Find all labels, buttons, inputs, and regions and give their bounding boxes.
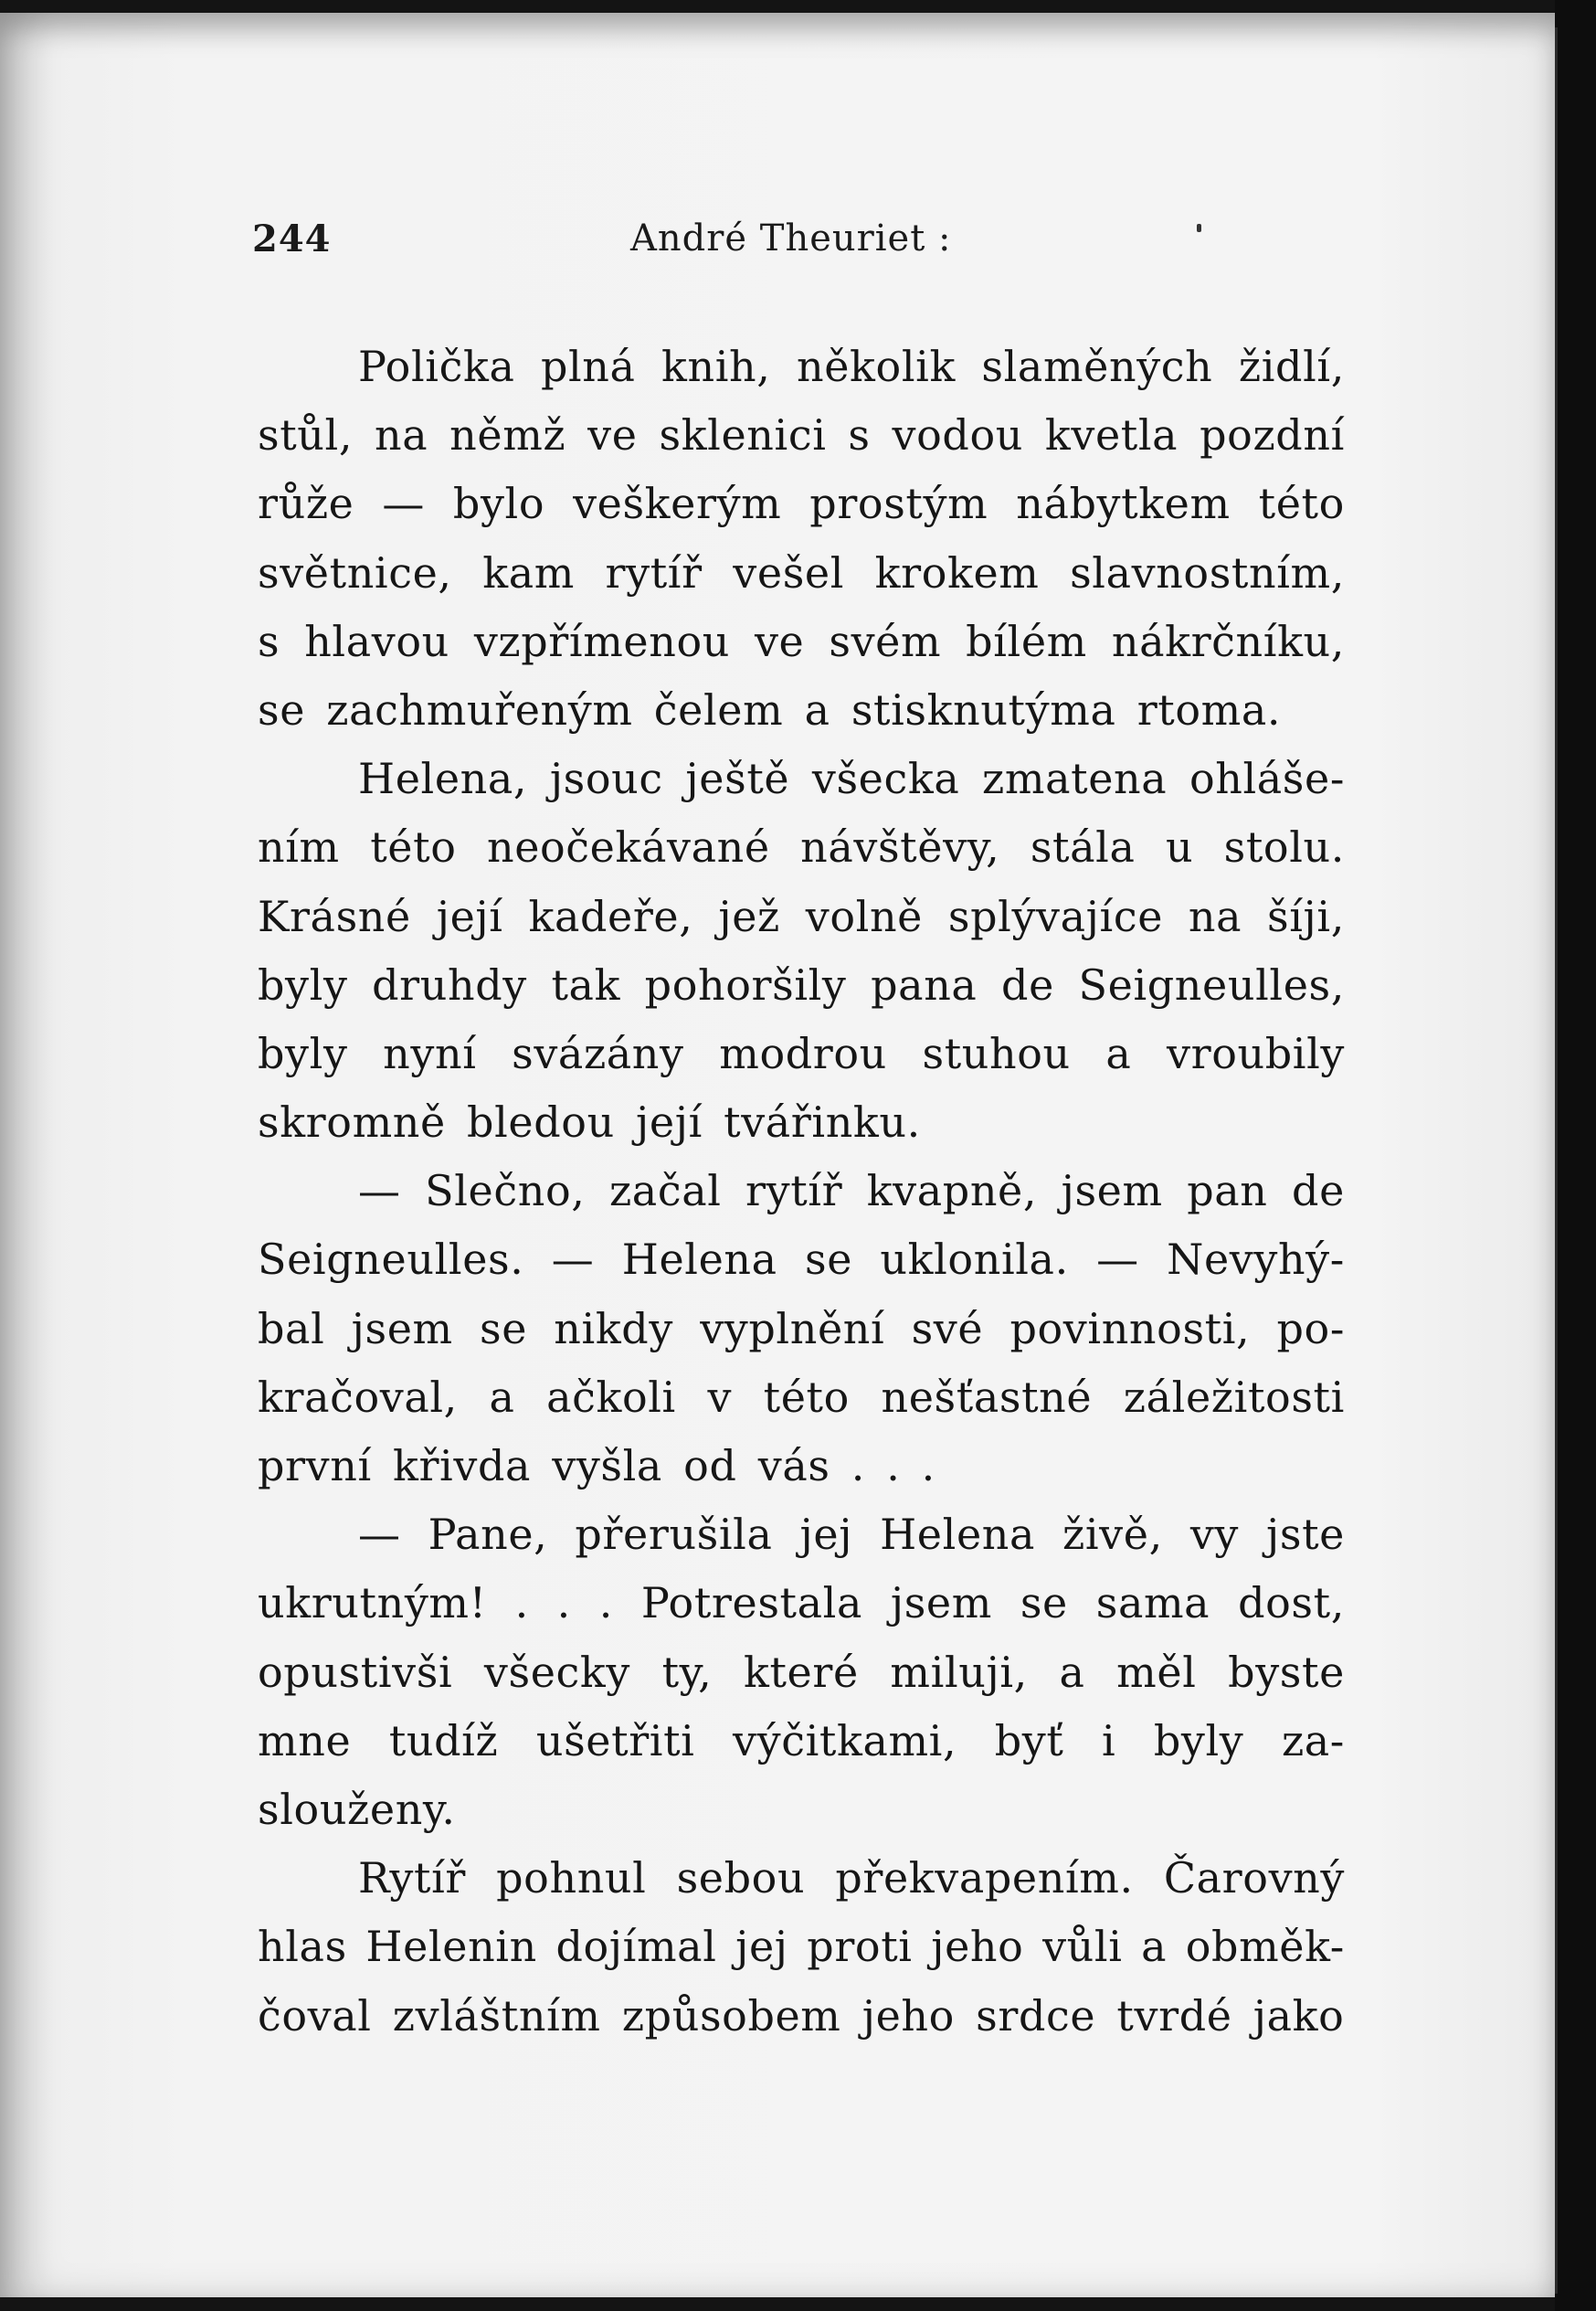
paragraph	[258, 333, 1345, 745]
text-line: bal jsem se nikdy vyplnění své povinnosti, po-	[258, 1303, 1345, 1353]
text-line: kračoval, a ačkoli v této nešťastné záležitosti	[258, 1372, 1345, 1422]
text-line: čoval zvláštním způsobem jeho srdce tvrdé jako	[258, 1990, 1345, 2041]
scan-right-margin	[1555, 0, 1596, 2311]
text-line: ním této neočekávané návštěvy, stála u stolu.	[258, 822, 1345, 873]
text-line: skromně bledou její tvářinku.	[258, 1097, 921, 1148]
body-text	[258, 333, 1345, 2051]
text-line: byly nyní svázány modrou stuhou a vroubily	[258, 1028, 1345, 1078]
running-head: André Theuriet :	[630, 217, 952, 260]
text-line: hlas Helenin dojímal jej proti jeho vůli a obměk-	[258, 1922, 1345, 1972]
text-line: Helena, jsouc ještě všecka zmatena ohláše-	[358, 754, 1345, 804]
text-line: světnice, kam rytíř vešel krokem slavnostním,	[258, 547, 1345, 598]
text-line: byly druhdy tak pohoršily pana de Seigneulles,	[258, 959, 1345, 1010]
paragraph	[258, 745, 1345, 1157]
text-line: Rytíř pohnul sebou překvapením. Čarovný	[358, 1853, 1345, 1903]
paragraph	[258, 1157, 1345, 1500]
text-line: s hlavou vzpřímenou ve svém bílém nákrčníku,	[258, 616, 1345, 666]
text-line: první křivda vyšla od vás . . .	[258, 1441, 935, 1490]
text-line: ukrutným! . . . Potrestala jsem se sama dost,	[258, 1578, 1345, 1628]
page-edge	[1555, 27, 1558, 2294]
paragraph	[258, 1844, 1345, 2051]
text-line: — Pane, přerušila jej Helena živě, vy jste	[358, 1510, 1345, 1560]
page-number: 244	[252, 217, 332, 260]
text-line: — Slečno, začal rytíř kvapně, jsem pan de	[358, 1166, 1345, 1216]
paragraph	[258, 1500, 1345, 1844]
text-line: stůl, na němž ve sklenici s vodou kvetla pozdní	[258, 410, 1345, 461]
text-line: slouženy.	[258, 1784, 456, 1834]
text-line: růže — bylo veškerým prostým nábytkem této	[258, 479, 1345, 529]
text-line: mne tudíž ušetřiti výčitkami, byť i byly za-	[258, 1715, 1345, 1765]
text-line: opustivši všecky ty, které miluji, a měl byste	[258, 1647, 1345, 1697]
page-header	[252, 217, 1348, 263]
text-line: Krásné její kadeře, jež volně splývajíce na šíji,	[258, 891, 1345, 941]
text-line: Seigneulles. — Helena se uklonila. — Nevyhý-	[258, 1235, 1345, 1285]
text-line: se zachmuřeným čelem a stisknutýma rtoma.	[258, 684, 1282, 735]
ink-speck	[1197, 224, 1201, 232]
text-line: Polička plná knih, několik slaměných židlí,	[358, 342, 1345, 391]
